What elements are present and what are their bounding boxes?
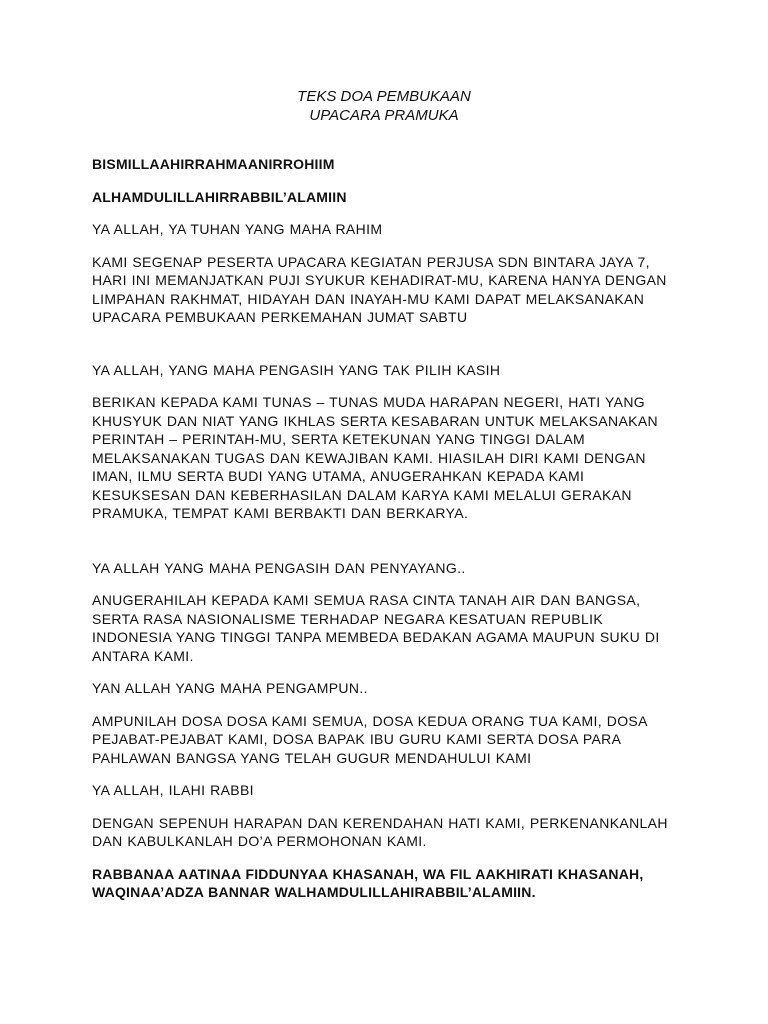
invocation-pengasih-penyayang: YA ALLAH YANG MAHA PENGASIH DAN PENYAYANG.. xyxy=(92,559,466,576)
paragraph-cinta-tanah-air: ANUGERAHILAH KEPADA KAMI SEMUA RASA CINTA TANAH AIR DAN BANGSA, SERTA RASA NASIONALISME TERHADAP NEGARA KESATUAN REPUBLIK INDONESIA YANG TINGGI TANPA MEMBEDA BEDAKAN AGAMA MAUPUN SUKU DI ANTARA KAMI. xyxy=(92,592,660,664)
paragraph-tunas-muda: BERIKAN KEPADA KAMI TUNAS – TUNAS MUDA HARAPAN NEGERI, HATI YANG KHUSYUK DAN NIAT YANG IKHLAS SERTA KESABARAN UNTUK MELAKSANAKAN PERINTAH – PERINTAH-MU, SERTA KETEKUNAN YANG TINGGI DALAM MELAKSANAKAN TUGAS DAN KEWAJIBAN KAMI. HIASILAH DIRI KAMI DENGAN IMAN, ILMU SERTA BUDI YANG UTAMA, ANUGERAHKAN KEPADA KAMI KESUKSESAN DAN KEBERHASILAN DALAM KARYA KAMI MELALUI GERAKAN PRAMUKA, TEMPAT KAMI BERBAKTI DAN BERKARYA. xyxy=(92,394,658,521)
invocation-ilahi-rabbi: YA ALLAH, ILAHI RABBI xyxy=(92,782,254,798)
paragraph-puji-syukur: KAMI SEGENAP PESERTA UPACARA KEGIATAN PERJUSA SDN BINTARA JAYA 7, HARI INI MEMANJATKAN PUJI SYUKUR KEHADIRAT-MU, KARENA HANYA DENGAN LIMPAHAN RAKHMAT, HIDAYAH DAN INAYAH-MU KAMI DAPAT MELAKSANAKAN UPACARA PEMBUKAAN PERKEMAHAN JUMAT SABTU xyxy=(92,253,667,325)
opening-hamdalah: ALHAMDULILLAHIRRABBIL’ALAMIIN xyxy=(92,188,347,205)
invocation-maha-rahim: YA ALLAH, YA TUHAN YANG MAHA RAHIM xyxy=(92,221,383,237)
paragraph-permohonan: DENGAN SEPENUH HARAPAN DAN KERENDAHAN HATI KAMI, PERKENANKANLAH DAN KABULKANLAH DO’A PERMOHONAN KAMI. xyxy=(92,814,668,849)
document-title-line-1: TEKS DOA PEMBUKAAN xyxy=(297,88,471,105)
document-title-line-2: UPACARA PRAMUKA xyxy=(309,107,459,124)
closing-rabbana: RABBANAA AATINAA FIDDUNYAA KHASANAH, WA FIL AAKHIRATI KHASANAH, WAQINAA’ADZA BANNAR WALHAMDULILLAHIRABBIL’ALAMIIN. xyxy=(92,865,644,900)
invocation-maha-pengasih: YA ALLAH, YANG MAHA PENGASIH YANG TAK PILIH KASIH xyxy=(92,361,501,378)
opening-basmalah: BISMILLAAHIRRAHMAANIRROHIIM xyxy=(92,156,335,172)
invocation-maha-pengampun: YAN ALLAH YANG MAHA PENGAMPUN.. xyxy=(92,680,368,696)
paragraph-ampunilah-dosa: AMPUNILAH DOSA DOSA KAMI SEMUA, DOSA KEDUA ORANG TUA KAMI, DOSA PEJABAT-PEJABAT KAMI, DOSA BAPAK IBU GURU KAMI SERTA DOSA PARA PAHLAWAN BANGSA YANG TELAH GUGUR MENDAHULUI KAMI xyxy=(92,712,648,766)
document-body xyxy=(92,155,682,916)
